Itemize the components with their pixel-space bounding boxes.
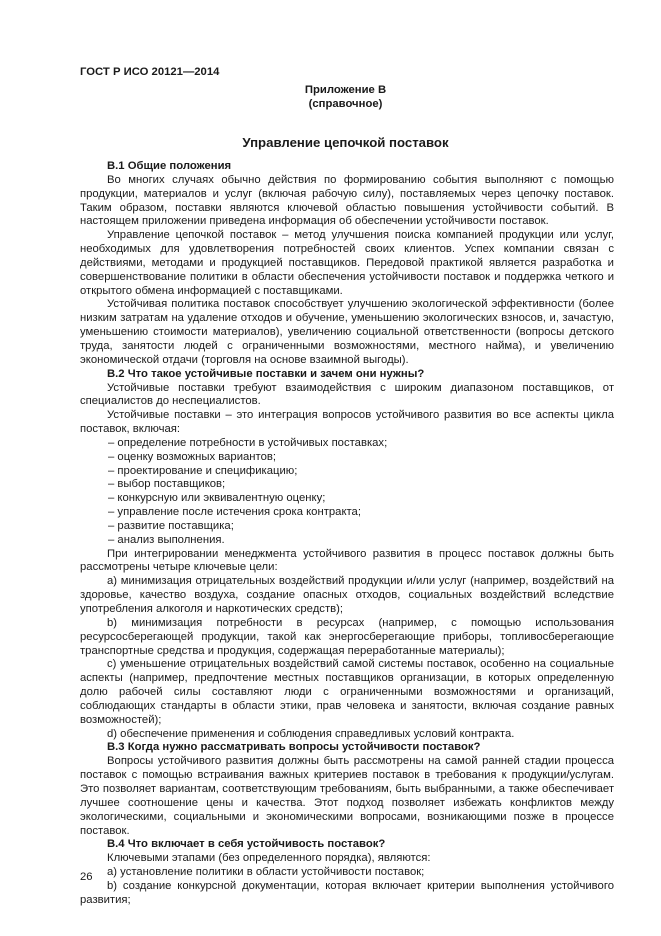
page-number: 26: [80, 871, 93, 883]
paragraph: Управление цепочкой поставок – метод улучшения поиска компанией продукции или услуг, необходимых для удовлетворения потребностей своих клиентов. Успех компании связан с действиями, методами и продукцией поставщиков. Передовой практикой является разработка и совершенствование политики в области обеспечения устойчивости поставок и поддержка четкого и открытого обмена информацией с поставщиками.: [80, 229, 614, 297]
list-item: – определение потребности в устойчивых поставках;: [80, 437, 614, 451]
paragraph: При интегрировании менеджмента устойчивого развития в процесс поставок должны быть рассмотрены четыре ключевые цели:: [80, 547, 614, 574]
list-item: – выбор поставщиков;: [80, 478, 614, 492]
paragraph: Устойчивые поставки требуют взаимодействия с широким диапазоном поставщиков, от специалистов до неспециалистов.: [80, 381, 614, 408]
document-code: ГОСТ Р ИСО 20121—2014: [80, 66, 220, 78]
list-item: – управление после истечения срока контракта;: [80, 506, 614, 520]
enumerated-item: d) обеспечение применения и соблюдения справедливых условий контракта.: [107, 727, 515, 740]
main-title: Управление цепочкой поставок: [242, 135, 449, 150]
section-heading: В.1 Общие положения: [107, 160, 232, 172]
appendix-title: Приложение В: [304, 84, 387, 96]
document-body: [80, 160, 614, 908]
paragraph: Ключевыми этапами (без определенного порядка), являются:: [107, 852, 431, 865]
enumerated-item: b) минимизация потребности в ресурсах (например, с помощью использования ресурсосберегающей продукции, такой как энергосберегающие приборы, топливосберегающие транспортные средства и продукция, содержащая переработанные материалы);: [80, 616, 614, 657]
enumerated-item: с) уменьшение отрицательных воздействий самой системы поставок, особенно на социальные аспекты (например, предпочтение местных поставщиков организации, в которых определенную долю рабочей силы составляют люди с ограниченными возможностями и организаций, соблюдающих стандарты в области этики, прав человека и занятости, включая создание равных возможностей);: [80, 658, 614, 726]
list-item: – развитие поставщика;: [80, 520, 614, 534]
list-item: – конкурсную или эквивалентную оценку;: [80, 492, 614, 506]
list-item: – анализ выполнения.: [80, 534, 614, 548]
section-heading: В.4 Что включает в себя устойчивость поставок?: [107, 838, 386, 851]
enumerated-item: b) создание конкурсной документации, которая включает критерии выполнения устойчивого развития;: [80, 879, 614, 906]
list-item: – оценку возможных вариантов;: [80, 451, 614, 465]
paragraph: Вопросы устойчивого развития должны быть рассмотрены на самой ранней стадии процесса поставок с помощью встраивания важных критериев поставок в требования к продукции/услугам. Это позволяет вариантам, соответствующим требованиям, быть выбранными, а также обеспечивает лучшее соотношение цены и качества. Этот подход позволяет избежать конфликтов между экологическими, социальными и экономическими вопросами, возникающими позже в процессе поставок.: [80, 755, 614, 837]
section-heading: В.3 Когда нужно рассматривать вопросы устойчивости поставок?: [107, 741, 481, 754]
enumerated-item: а) установление политики в области устойчивости поставок;: [107, 866, 425, 879]
list-item: – проектирование и спецификацию;: [80, 465, 614, 479]
paragraph: Во многих случаях обычно действия по формированию события выполняют с помощью продукции, материалов и услуг (включая рабочую силу), поставляемых через цепочку поставок. Таким образом, поставки являются ключевой областью повышения устойчивости событий. В настоящем приложении приведена информация об обеспечении устойчивости поставок.: [80, 173, 614, 228]
paragraph: Устойчивая политика поставок способствует улучшению экологической эффективности (более низким затратам на удаление отходов и обучение, уменьшению экологических взносов, и, зачастую, уменьшению стоимости материалов), увеличению социальной ответственности (вопросы детского труда, занятости людей с ограниченными возможностями, местного найма), и увеличению экономической отдачи (торговля на основе взаимной выгоды).: [80, 298, 614, 366]
enumerated-item: а) минимизация отрицательных воздействий продукции и/или услуг (например, воздействий на здоровье, качество воздуха, создание опасных отходов, социальных воздействий вследствие употребления алкоголя и наркотических средств);: [80, 575, 614, 615]
appendix-note: (справочное): [308, 98, 383, 110]
section-heading: В.2 Что такое устойчивые поставки и зачем они нужны?: [107, 367, 425, 380]
paragraph: Устойчивые поставки – это интеграция вопросов устойчивого развития во все аспекты цикла поставок, включая:: [80, 409, 614, 436]
